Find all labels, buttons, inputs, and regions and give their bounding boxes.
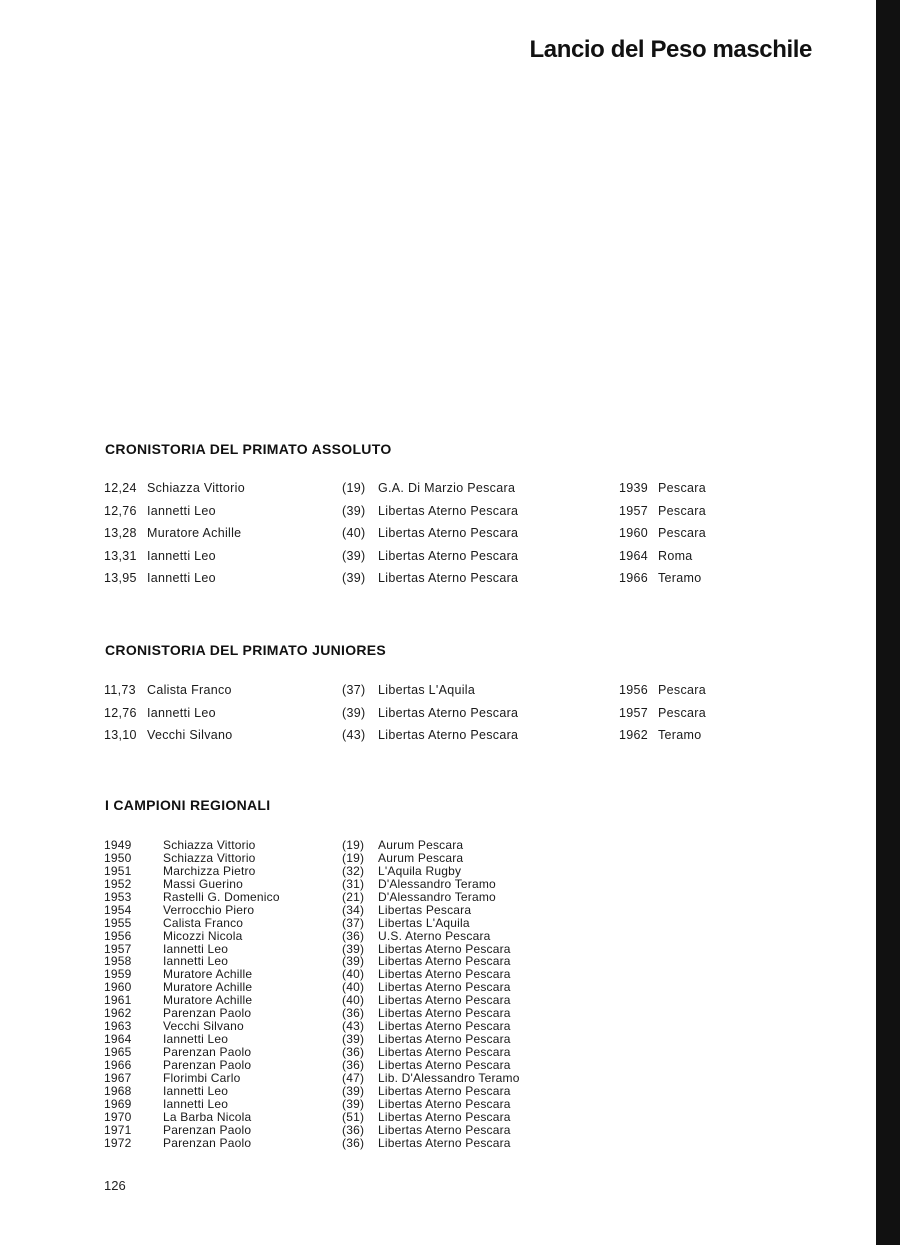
table-row bbox=[0, 1137, 876, 1150]
table-row bbox=[0, 1124, 876, 1137]
birth-year: (40) bbox=[342, 993, 365, 1008]
athlete-name: Iannetti Leo bbox=[163, 1083, 229, 1098]
athlete-name: Rastelli G. Domenico bbox=[163, 889, 280, 904]
record-city: Teramo bbox=[658, 728, 702, 742]
birth-year: (34) bbox=[342, 902, 365, 917]
table-row bbox=[0, 481, 876, 504]
record-year: 1964 bbox=[619, 548, 649, 563]
table-row bbox=[0, 904, 876, 917]
champion-year: 1968 bbox=[104, 1083, 132, 1098]
champion-year: 1961 bbox=[104, 993, 132, 1008]
record-mark: 12,76 bbox=[104, 503, 137, 518]
record-year: 1957 bbox=[619, 705, 649, 720]
record-mark: 13,95 bbox=[104, 571, 137, 585]
club-name: Libertas Aterno Pescara bbox=[378, 728, 519, 742]
table-row bbox=[0, 706, 876, 729]
club-name: Libertas Aterno Pescara bbox=[378, 1019, 511, 1034]
birth-year: (39) bbox=[342, 503, 366, 518]
table-row bbox=[0, 549, 876, 572]
athlete-name: Iannetti Leo bbox=[163, 1032, 229, 1047]
table-row bbox=[0, 571, 876, 594]
club-name: Libertas Aterno Pescara bbox=[378, 1083, 511, 1098]
birth-year: (36) bbox=[342, 1006, 365, 1021]
club-name: Libertas Aterno Pescara bbox=[378, 548, 519, 563]
birth-year: (39) bbox=[342, 941, 365, 956]
birth-year: (39) bbox=[342, 1096, 365, 1111]
athlete-name: Iannetti Leo bbox=[163, 954, 229, 969]
athlete-name: Parenzan Paolo bbox=[163, 1045, 252, 1059]
record-mark: 12,76 bbox=[104, 705, 137, 720]
champion-year: 1951 bbox=[104, 863, 132, 878]
champion-year: 1965 bbox=[104, 1045, 132, 1059]
champion-year: 1963 bbox=[104, 1019, 132, 1034]
table-row bbox=[0, 526, 876, 549]
champion-year: 1971 bbox=[104, 1122, 132, 1137]
club-name: Libertas Aterno Pescara bbox=[378, 954, 511, 969]
champion-year: 1972 bbox=[104, 1135, 132, 1150]
champion-year: 1952 bbox=[104, 876, 132, 891]
champion-year: 1960 bbox=[104, 980, 132, 995]
table-row bbox=[0, 917, 876, 930]
table-row bbox=[0, 1111, 876, 1124]
athlete-name: Florimbi Carlo bbox=[163, 1070, 241, 1085]
athlete-name: Schiazza Vittorio bbox=[163, 838, 256, 852]
table-row bbox=[0, 683, 876, 706]
table-row bbox=[0, 878, 876, 891]
birth-year: (47) bbox=[342, 1070, 365, 1085]
record-city: Roma bbox=[658, 548, 693, 563]
birth-year: (40) bbox=[342, 526, 366, 540]
athlete-name: Vecchi Silvano bbox=[147, 728, 233, 742]
record-city: Pescara bbox=[658, 481, 706, 495]
table-row bbox=[0, 891, 876, 904]
club-name: Libertas Aterno Pescara bbox=[378, 1122, 511, 1137]
athlete-name: Calista Franco bbox=[147, 683, 232, 697]
club-name: Libertas Aterno Pescara bbox=[378, 1006, 511, 1021]
birth-year: (37) bbox=[342, 683, 366, 697]
club-name: Libertas Aterno Pescara bbox=[378, 967, 511, 982]
club-name: Libertas L'Aquila bbox=[378, 915, 470, 930]
club-name: Libertas Aterno Pescara bbox=[378, 1096, 511, 1111]
record-year: 1957 bbox=[619, 503, 649, 518]
athlete-name: Iannetti Leo bbox=[147, 548, 216, 563]
champion-year: 1970 bbox=[104, 1109, 132, 1124]
champion-year: 1950 bbox=[104, 850, 132, 865]
record-year: 1956 bbox=[619, 683, 649, 697]
club-name: Libertas L'Aquila bbox=[378, 683, 476, 697]
birth-year: (19) bbox=[342, 838, 365, 852]
champion-year: 1962 bbox=[104, 1006, 132, 1021]
birth-year: (21) bbox=[342, 889, 365, 904]
heading-primato-juniores: CRONISTORIA DEL PRIMATO JUNIORES bbox=[105, 642, 387, 658]
table-row bbox=[0, 728, 876, 751]
birth-year: (36) bbox=[342, 1122, 365, 1137]
table-row bbox=[0, 1046, 876, 1059]
table-row bbox=[0, 1072, 876, 1085]
champion-year: 1954 bbox=[104, 902, 132, 917]
athlete-name: Parenzan Paolo bbox=[163, 1122, 252, 1137]
record-year: 1962 bbox=[619, 728, 649, 742]
table-campioni-regionali bbox=[0, 839, 876, 1150]
athlete-name: Muratore Achille bbox=[163, 967, 253, 982]
athlete-name: Calista Franco bbox=[163, 915, 244, 930]
table-row bbox=[0, 865, 876, 878]
athlete-name: Marchizza Pietro bbox=[163, 863, 256, 878]
table-row bbox=[0, 504, 876, 527]
birth-year: (40) bbox=[342, 980, 365, 995]
club-name: U.S. Aterno Pescara bbox=[378, 928, 491, 943]
club-name: Libertas Aterno Pescara bbox=[378, 1057, 511, 1072]
athlete-name: Schiazza Vittorio bbox=[163, 850, 256, 865]
club-name: Libertas Aterno Pescara bbox=[378, 526, 519, 540]
birth-year: (39) bbox=[342, 705, 366, 720]
champion-year: 1956 bbox=[104, 928, 132, 943]
record-year: 1960 bbox=[619, 526, 649, 540]
birth-year: (37) bbox=[342, 915, 365, 930]
table-row bbox=[0, 1098, 876, 1111]
record-mark: 13,28 bbox=[104, 526, 137, 540]
champion-year: 1964 bbox=[104, 1032, 132, 1047]
athlete-name: Parenzan Paolo bbox=[163, 1057, 252, 1072]
birth-year: (36) bbox=[342, 1057, 365, 1072]
club-name: D'Alessandro Teramo bbox=[378, 876, 496, 891]
champion-year: 1967 bbox=[104, 1070, 132, 1085]
champion-year: 1959 bbox=[104, 967, 132, 982]
athlete-name: Iannetti Leo bbox=[147, 503, 216, 518]
champion-year: 1955 bbox=[104, 915, 132, 930]
athlete-name: Iannetti Leo bbox=[147, 571, 216, 585]
champion-year: 1949 bbox=[104, 838, 132, 852]
club-name: Aurum Pescara bbox=[378, 838, 464, 852]
athlete-name: Vecchi Silvano bbox=[163, 1019, 244, 1034]
champion-year: 1969 bbox=[104, 1096, 132, 1111]
birth-year: (39) bbox=[342, 1032, 365, 1047]
birth-year: (32) bbox=[342, 863, 365, 878]
athlete-name: Iannetti Leo bbox=[147, 705, 216, 720]
record-mark: 13,10 bbox=[104, 728, 137, 742]
birth-year: (31) bbox=[342, 876, 365, 891]
club-name: Libertas Aterno Pescara bbox=[378, 1032, 511, 1047]
athlete-name: Iannetti Leo bbox=[163, 1096, 229, 1111]
heading-campioni-regionali: I CAMPIONI REGIONALI bbox=[105, 797, 271, 813]
record-city: Pescara bbox=[658, 705, 706, 720]
club-name: Libertas Aterno Pescara bbox=[378, 1109, 511, 1124]
club-name: Libertas Aterno Pescara bbox=[378, 503, 519, 518]
athlete-name: Micozzi Nicola bbox=[163, 928, 243, 943]
birth-year: (43) bbox=[342, 728, 366, 742]
birth-year: (39) bbox=[342, 1083, 365, 1098]
birth-year: (43) bbox=[342, 1019, 365, 1034]
athlete-name: Verrocchio Piero bbox=[163, 902, 255, 917]
birth-year: (39) bbox=[342, 548, 366, 563]
record-year: 1939 bbox=[619, 481, 649, 495]
club-name: Libertas Aterno Pescara bbox=[378, 705, 519, 720]
champion-year: 1958 bbox=[104, 954, 132, 969]
club-name: Libertas Aterno Pescara bbox=[378, 941, 511, 956]
athlete-name: Massi Guerino bbox=[163, 876, 243, 891]
record-mark: 11,73 bbox=[104, 683, 136, 697]
record-city: Pescara bbox=[658, 503, 706, 518]
birth-year: (51) bbox=[342, 1109, 365, 1124]
athlete-name: Parenzan Paolo bbox=[163, 1135, 252, 1150]
table-primato-assoluto bbox=[0, 481, 876, 594]
birth-year: (36) bbox=[342, 928, 365, 943]
table-primato-juniores bbox=[0, 683, 876, 751]
athlete-name: Parenzan Paolo bbox=[163, 1006, 252, 1021]
birth-year: (19) bbox=[342, 850, 365, 865]
page-number: 126 bbox=[104, 1178, 126, 1193]
athlete-name: Muratore Achille bbox=[163, 993, 253, 1008]
champion-year: 1957 bbox=[104, 941, 132, 956]
birth-year: (19) bbox=[342, 481, 366, 495]
birth-year: (39) bbox=[342, 954, 365, 969]
athlete-name: Muratore Achille bbox=[147, 526, 242, 540]
record-city: Pescara bbox=[658, 683, 706, 697]
birth-year: (36) bbox=[342, 1045, 365, 1059]
record-mark: 13,31 bbox=[104, 548, 137, 563]
record-year: 1966 bbox=[619, 571, 649, 585]
athlete-name: Muratore Achille bbox=[163, 980, 253, 995]
record-mark: 12,24 bbox=[104, 481, 137, 495]
club-name: Libertas Aterno Pescara bbox=[378, 993, 511, 1008]
club-name: Libertas Pescara bbox=[378, 902, 472, 917]
club-name: Lib. D'Alessandro Teramo bbox=[378, 1070, 520, 1085]
club-name: L'Aquila Rugby bbox=[378, 863, 462, 878]
champion-year: 1953 bbox=[104, 889, 132, 904]
table-row bbox=[0, 852, 876, 865]
table-row bbox=[0, 1085, 876, 1098]
club-name: Libertas Aterno Pescara bbox=[378, 571, 519, 585]
club-name: G.A. Di Marzio Pescara bbox=[378, 481, 516, 495]
birth-year: (36) bbox=[342, 1135, 365, 1150]
scan-edge-bar bbox=[876, 0, 900, 1245]
athlete-name: Iannetti Leo bbox=[163, 941, 229, 956]
champion-year: 1966 bbox=[104, 1057, 132, 1072]
table-row bbox=[0, 1059, 876, 1072]
record-city: Pescara bbox=[658, 526, 706, 540]
club-name: Aurum Pescara bbox=[378, 850, 464, 865]
athlete-name: La Barba Nicola bbox=[163, 1109, 252, 1124]
record-city: Teramo bbox=[658, 571, 702, 585]
heading-primato-assoluto: CRONISTORIA DEL PRIMATO ASSOLUTO bbox=[105, 441, 392, 457]
page-title: Lancio del Peso maschile bbox=[529, 36, 812, 63]
table-row bbox=[0, 839, 876, 852]
club-name: Libertas Aterno Pescara bbox=[378, 980, 511, 995]
athlete-name: Schiazza Vittorio bbox=[147, 481, 245, 495]
birth-year: (39) bbox=[342, 571, 366, 585]
club-name: Libertas Aterno Pescara bbox=[378, 1135, 511, 1150]
birth-year: (40) bbox=[342, 967, 365, 982]
club-name: Libertas Aterno Pescara bbox=[378, 1045, 511, 1059]
club-name: D'Alessandro Teramo bbox=[378, 889, 496, 904]
table-row bbox=[0, 930, 876, 943]
